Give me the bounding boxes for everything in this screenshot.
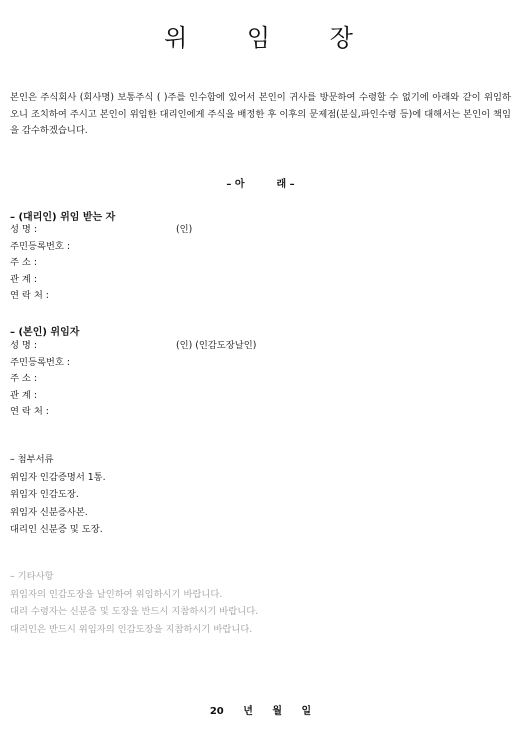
field-label: 관 계 : [10, 389, 38, 401]
agent-section-title: – (대리인) 위임 받는 자 [10, 212, 116, 223]
agent-relation-row [10, 272, 80, 289]
field-label: 연 락 처 : [10, 406, 49, 417]
principal-name-row [10, 338, 257, 355]
field-label: 주민등록번호 : [10, 356, 70, 368]
principal-section-title: – (본인) 위임자 [10, 327, 80, 338]
field-label: 주 소 : [10, 257, 38, 268]
section-heading [0, 175, 521, 190]
field-label: 성 명 : [10, 224, 38, 235]
heading-right: 래 – [276, 179, 295, 190]
principal-fields [10, 338, 257, 421]
agent-contact-row [10, 288, 80, 305]
attachment-item: 위임자 신분증사본. [10, 506, 88, 518]
field-label: 관 계 : [10, 273, 38, 285]
intro-paragraph: 본인은 주식회사 (회사명) 보통주식 ( )주를 인수함에 있어서 본인이 귀사를 방문하여 수령할 수 없기에 아래와 같이 위임하오니 조치하여 주시고 본인이 위임한 대리인에게 주식을 배정한 후 이후의 문제점(분실,파인수령 등)에 대해서는 본인이 책임을 감수하겠습니다. [10, 92, 511, 136]
field-label: 성 명 : [10, 340, 38, 351]
seal-mark: (인) (인감도장날인) [176, 340, 257, 351]
attachment-item: 위임자 인감증명서 1통. [10, 471, 106, 483]
principal-address-row [10, 371, 80, 388]
seal-mark: (인) [176, 224, 193, 235]
principal-id-row [10, 355, 80, 372]
principal-relation-row [10, 388, 80, 405]
agent-id-row [10, 239, 80, 256]
note-item: 대리인은 반드시 위임자의 인감도장을 지참하시기 바랍니다. [10, 623, 253, 635]
attachment-item: 대리인 신분증 및 도장. [10, 524, 103, 535]
notes-title: – 기타사항 [10, 571, 54, 582]
field-label: 주 소 : [10, 373, 38, 384]
date-line: 20 년 월 일 [209, 706, 312, 717]
notes-list [10, 568, 258, 638]
attachments-list [10, 451, 106, 539]
agent-name-row [10, 222, 193, 239]
note-item: 위임자의 인감도장을 날인하여 위임하시기 바랍니다. [10, 588, 223, 600]
note-item: 대리 수령자는 신분증 및 도장을 반드시 지참하시기 바랍니다. [10, 606, 259, 617]
agent-address-row [10, 255, 80, 272]
attachments-title: – 첨부서류 [10, 454, 54, 465]
field-label: 주민등록번호 : [10, 240, 70, 252]
attachment-item: 위임자 인감도장. [10, 489, 79, 500]
principal-contact-row [10, 404, 80, 421]
document-title: 위 임 장 [164, 24, 379, 52]
heading-left: – 아 [226, 179, 245, 190]
field-label: 연 락 처 : [10, 290, 49, 301]
agent-fields [10, 222, 193, 305]
